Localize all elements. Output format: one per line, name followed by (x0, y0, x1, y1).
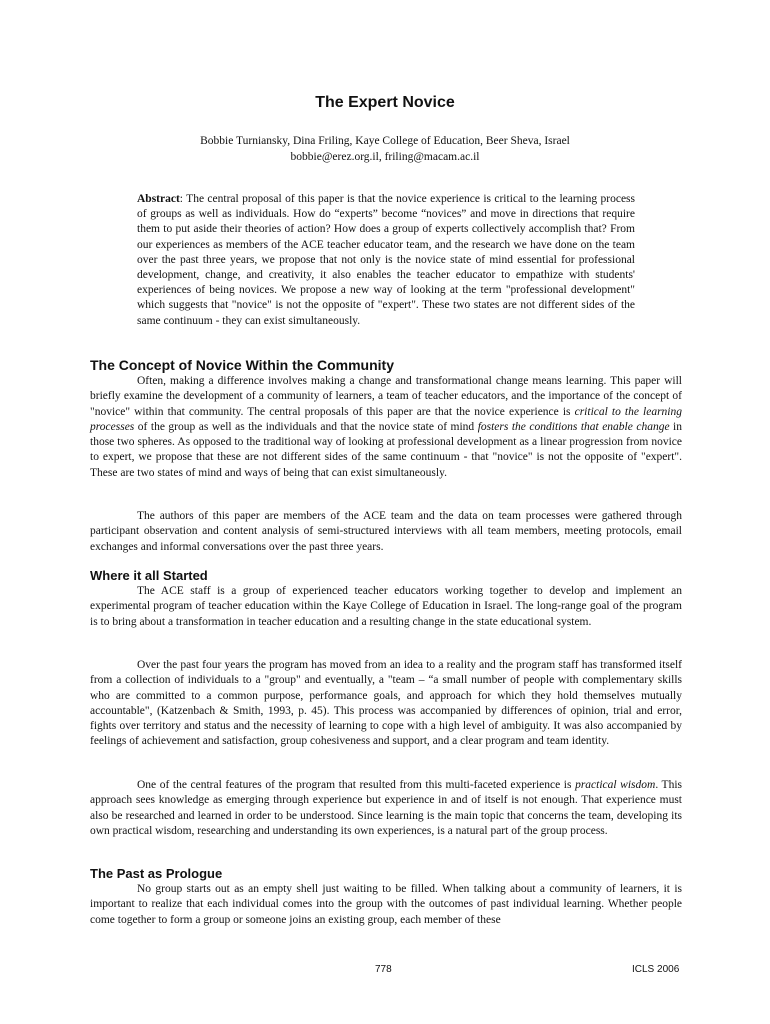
paper-title: The Expert Novice (315, 94, 455, 111)
started-paragraph-3 (90, 778, 682, 839)
concept-p1-text-a: Often, making a difference involves making a change and transformational change means learning. This paper will briefly examine the development of a community of learners, a team of teacher educators, and the importance of the concept of "novice" within that community. The central proposals of this paper are that the novice experience is (90, 375, 682, 418)
page-number: 778 (375, 964, 392, 975)
section-heading-past: The Past as Prologue (90, 866, 223, 881)
section-heading-started: Where it all Started (90, 568, 208, 583)
conference-label: ICLS 2006 (632, 964, 680, 975)
started-paragraph-1: The ACE staff is a group of experienced teacher educators working together to develop and implement an experimental program of teacher education within the Kaye College of Education in Israel. The long-range goal of the program is to bring about a transformation in teacher education and a resulting change in the state educational system. (90, 585, 682, 628)
started-p3-emphasis: practical wisdom (575, 779, 656, 791)
concept-p1-emphasis-1: critical to the learning processes (90, 405, 682, 433)
emails-line: bobbie@erez.org.il, friling@macam.ac.il (290, 151, 480, 163)
started-p3-text-a: One of the central features of the program that resulted from this multi-faceted experience is (137, 779, 576, 791)
concept-paragraph-2: The authors of this paper are members of the ACE team and the data on team processes were gathered through participant observation and content analysis of semi-structured interviews with all team members, meeting protocols, email exchanges and informal conversations over the past three years. (90, 510, 682, 553)
started-p3-text-b: . This approach sees knowledge as emerging through experience but experience in and of itself is not enough. That experience must also be researched and learned in order to be understood. Since learning is the main topic that concerns the team, developing its own practical wisdom, researching and understanding its own experiences, is a natural part of the group process. (90, 779, 682, 837)
abstract-label: Abstract (137, 193, 180, 205)
concept-p1-text-c: in those two spheres. As opposed to the traditional way of looking at professional development as a linear progression from novice to expert, we propose that these are not different sides of the same continuum - that "novice" is not the opposite of "expert". These are two states of mind and ways of being that can exist simultaneously. (90, 420, 683, 479)
concept-p1-text-b: of the group as well as the individuals and that the novice state of mind (134, 420, 478, 433)
started-paragraph-2: Over the past four years the program has moved from an idea to a reality and the program staff has transformed itself from a collection of individuals to a "group" and eventually, a "team – “a small number of people with complementary skills who are committed to a common purpose, performance goals, and approach for which they hold themselves mutually accountable", (Katzenbach & Smith, 1993, p. 45). This process was accompanied by differences of opinion, trial and error, fights over territory and status and the necessity of learning to cope with a high level of ambiguity. It was also accompanied by feelings of achievement and satisfaction, group cohesiveness and support, and a clear program and team identity. (90, 659, 682, 748)
author-block (0, 133, 770, 165)
abstract (137, 192, 635, 329)
past-paragraph-1: No group starts out as an empty shell just waiting to be filled. When talking about a community of learners, it is important to realize that each individual comes into the group with the outcomes of past individual learning. Whether people come together to form a group or someone joins an existing group, each member of these (90, 883, 682, 926)
abstract-text: : The central proposal of this paper is that the novice experience is critical to the learning process of groups as well as individuals. How do “experts” become “novices” and move in directions that require them to put aside their theories of action? How does a group of experts collectively accomplish that? From our experiences as members of the ACE teacher educator team, and the research we have done on the team over the past three years, we propose that not only is the novice state of mind essential for professional development, change, and creativity, it also enables the teacher educator to empathize with students' experiences of being novices. We propose a new way of looking at the term "professional development" which suggests that "novice" is not the opposite of "expert". These two states are not different sides of the same continuum - they can exist simultaneously. (137, 193, 635, 327)
concept-p1-emphasis-2: fosters the conditions that enable change (477, 420, 670, 433)
authors-line: Bobbie Turniansky, Dina Friling, Kaye College of Education, Beer Sheva, Israel (200, 135, 570, 147)
section-heading-concept: The Concept of Novice Within the Community (90, 357, 394, 373)
concept-paragraph-1 (90, 374, 682, 481)
